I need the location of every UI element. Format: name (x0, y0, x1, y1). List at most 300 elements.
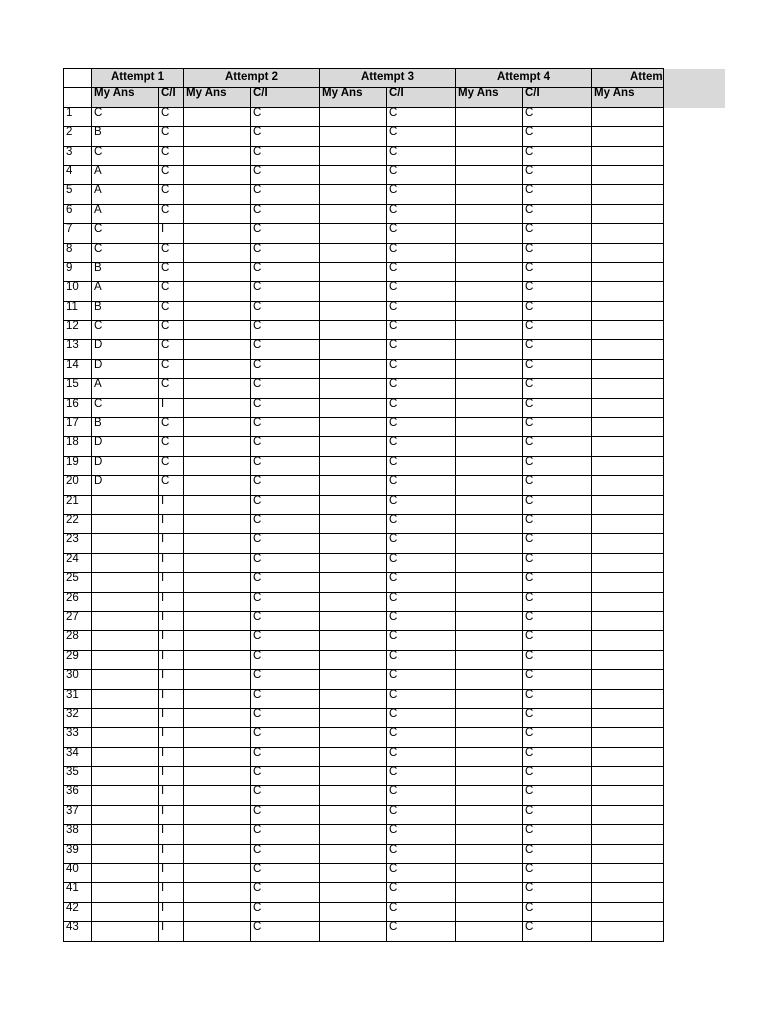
my-answer-attempt-1-cell[interactable] (92, 553, 159, 572)
result-attempt-2-cell[interactable]: C (251, 340, 320, 359)
my-answer-attempt-1-cell[interactable]: D (92, 456, 159, 475)
my-answer-attempt-2-cell[interactable] (184, 883, 251, 902)
my-answer-attempt-4-cell[interactable] (456, 767, 523, 786)
result-attempt-4-cell[interactable]: C (523, 708, 592, 727)
my-answer-attempt-5-cell[interactable] (592, 864, 664, 883)
my-answer-attempt-2-cell[interactable] (184, 146, 251, 165)
result-attempt-3-cell[interactable]: C (387, 398, 456, 417)
result-attempt-2-cell[interactable]: C (251, 224, 320, 243)
my-answer-attempt-5-cell[interactable] (592, 359, 664, 378)
my-answer-attempt-3-cell[interactable] (320, 379, 387, 398)
result-attempt-3-cell[interactable]: C (387, 805, 456, 824)
my-answer-attempt-5-cell[interactable] (592, 204, 664, 223)
result-attempt-1-cell[interactable]: C (159, 185, 184, 204)
result-attempt-4-cell[interactable]: C (523, 922, 592, 941)
my-answer-attempt-4-cell[interactable] (456, 146, 523, 165)
question-number-cell[interactable]: 19 (64, 456, 92, 475)
result-attempt-3-cell[interactable]: C (387, 282, 456, 301)
my-answer-attempt-5-cell[interactable] (592, 185, 664, 204)
result-attempt-1-cell[interactable]: I (159, 922, 184, 941)
result-attempt-2-cell[interactable]: C (251, 844, 320, 863)
my-answer-attempt-3-cell[interactable] (320, 805, 387, 824)
my-answer-attempt-3-cell[interactable] (320, 456, 387, 475)
my-answer-attempt-3-cell[interactable] (320, 321, 387, 340)
question-number-cell[interactable]: 1 (64, 107, 92, 126)
my-answer-attempt-4-cell[interactable] (456, 534, 523, 553)
my-answer-attempt-4-cell[interactable] (456, 631, 523, 650)
my-answer-attempt-5-cell[interactable] (592, 689, 664, 708)
question-number-cell[interactable]: 32 (64, 708, 92, 727)
my-answer-attempt-1-cell[interactable]: B (92, 301, 159, 320)
my-answer-attempt-1-cell[interactable] (92, 747, 159, 766)
question-number-cell[interactable]: 34 (64, 747, 92, 766)
result-attempt-3-cell[interactable]: C (387, 262, 456, 281)
my-answer-attempt-4-cell[interactable] (456, 204, 523, 223)
question-number-cell[interactable]: 42 (64, 902, 92, 921)
my-answer-attempt-3-cell[interactable] (320, 243, 387, 262)
result-attempt-2-cell[interactable]: C (251, 650, 320, 669)
my-answer-attempt-3-cell[interactable] (320, 650, 387, 669)
my-answer-attempt-3-cell[interactable] (320, 844, 387, 863)
my-answer-attempt-2-cell[interactable] (184, 534, 251, 553)
result-attempt-4-cell[interactable]: C (523, 631, 592, 650)
my-answer-attempt-3-cell[interactable] (320, 514, 387, 533)
my-answer-attempt-1-cell[interactable] (92, 922, 159, 941)
result-attempt-1-cell[interactable]: C (159, 379, 184, 398)
result-attempt-3-cell[interactable]: C (387, 922, 456, 941)
result-attempt-3-cell[interactable]: C (387, 728, 456, 747)
my-answer-attempt-4-cell[interactable] (456, 844, 523, 863)
result-attempt-2-cell[interactable]: C (251, 437, 320, 456)
my-answer-attempt-4-cell[interactable] (456, 127, 523, 146)
result-attempt-4-cell[interactable]: C (523, 825, 592, 844)
question-number-cell[interactable]: 25 (64, 573, 92, 592)
result-attempt-2-cell[interactable]: C (251, 418, 320, 437)
my-answer-attempt-5-cell[interactable] (592, 534, 664, 553)
question-number-cell[interactable]: 22 (64, 514, 92, 533)
question-number-cell[interactable]: 38 (64, 825, 92, 844)
my-answer-attempt-1-cell[interactable] (92, 902, 159, 921)
my-answer-attempt-4-cell[interactable] (456, 805, 523, 824)
my-answer-attempt-1-cell[interactable] (92, 573, 159, 592)
question-number-cell[interactable]: 21 (64, 495, 92, 514)
my-answer-attempt-4-cell[interactable] (456, 243, 523, 262)
result-attempt-3-cell[interactable]: C (387, 883, 456, 902)
my-answer-attempt-2-cell[interactable] (184, 767, 251, 786)
my-answer-attempt-2-cell[interactable] (184, 340, 251, 359)
question-number-cell[interactable]: 43 (64, 922, 92, 941)
my-answer-attempt-3-cell[interactable] (320, 262, 387, 281)
my-answer-attempt-5-cell[interactable] (592, 379, 664, 398)
my-answer-attempt-2-cell[interactable] (184, 670, 251, 689)
my-answer-attempt-3-cell[interactable] (320, 902, 387, 921)
result-attempt-3-cell[interactable]: C (387, 185, 456, 204)
question-number-cell[interactable]: 14 (64, 359, 92, 378)
my-answer-attempt-1-cell[interactable] (92, 514, 159, 533)
question-number-cell[interactable]: 33 (64, 728, 92, 747)
result-attempt-2-cell[interactable]: C (251, 825, 320, 844)
result-attempt-3-cell[interactable]: C (387, 747, 456, 766)
result-attempt-2-cell[interactable]: C (251, 767, 320, 786)
result-attempt-1-cell[interactable]: C (159, 340, 184, 359)
my-answer-attempt-5-cell[interactable] (592, 340, 664, 359)
result-attempt-4-cell[interactable]: C (523, 514, 592, 533)
result-attempt-3-cell[interactable]: C (387, 437, 456, 456)
result-attempt-1-cell[interactable]: C (159, 107, 184, 126)
my-answer-attempt-3-cell[interactable] (320, 708, 387, 727)
my-answer-attempt-3-cell[interactable] (320, 689, 387, 708)
question-number-cell[interactable]: 3 (64, 146, 92, 165)
my-answer-attempt-5-cell[interactable] (592, 553, 664, 572)
my-answer-attempt-4-cell[interactable] (456, 185, 523, 204)
result-attempt-4-cell[interactable]: C (523, 902, 592, 921)
my-answer-attempt-2-cell[interactable] (184, 592, 251, 611)
my-answer-attempt-2-cell[interactable] (184, 922, 251, 941)
result-attempt-1-cell[interactable]: C (159, 321, 184, 340)
result-attempt-3-cell[interactable]: C (387, 767, 456, 786)
result-attempt-4-cell[interactable]: C (523, 553, 592, 572)
result-attempt-2-cell[interactable]: C (251, 573, 320, 592)
result-attempt-3-cell[interactable]: C (387, 902, 456, 921)
my-answer-attempt-3-cell[interactable] (320, 883, 387, 902)
result-attempt-3-cell[interactable]: C (387, 573, 456, 592)
my-answer-attempt-1-cell[interactable] (92, 650, 159, 669)
my-answer-attempt-5-cell[interactable] (592, 437, 664, 456)
my-answer-attempt-2-cell[interactable] (184, 805, 251, 824)
result-attempt-3-cell[interactable]: C (387, 379, 456, 398)
my-answer-attempt-3-cell[interactable] (320, 922, 387, 941)
my-answer-attempt-4-cell[interactable] (456, 650, 523, 669)
my-answer-attempt-2-cell[interactable] (184, 747, 251, 766)
my-answer-attempt-4-cell[interactable] (456, 321, 523, 340)
my-answer-attempt-5-cell[interactable] (592, 495, 664, 514)
result-attempt-1-cell[interactable]: C (159, 204, 184, 223)
my-answer-attempt-3-cell[interactable] (320, 418, 387, 437)
result-attempt-3-cell[interactable]: C (387, 127, 456, 146)
my-answer-attempt-1-cell[interactable]: C (92, 398, 159, 417)
my-answer-attempt-5-cell[interactable] (592, 282, 664, 301)
result-attempt-2-cell[interactable]: C (251, 611, 320, 630)
my-answer-attempt-5-cell[interactable] (592, 243, 664, 262)
my-answer-attempt-3-cell[interactable] (320, 864, 387, 883)
result-attempt-2-cell[interactable]: C (251, 476, 320, 495)
my-answer-attempt-3-cell[interactable] (320, 495, 387, 514)
question-number-cell[interactable]: 10 (64, 282, 92, 301)
my-answer-attempt-2-cell[interactable] (184, 204, 251, 223)
my-answer-attempt-2-cell[interactable] (184, 573, 251, 592)
result-attempt-3-cell[interactable]: C (387, 825, 456, 844)
my-answer-attempt-1-cell[interactable] (92, 670, 159, 689)
my-answer-attempt-4-cell[interactable] (456, 786, 523, 805)
my-answer-attempt-4-cell[interactable] (456, 476, 523, 495)
my-answer-attempt-3-cell[interactable] (320, 204, 387, 223)
result-attempt-1-cell[interactable]: C (159, 146, 184, 165)
result-attempt-3-cell[interactable]: C (387, 786, 456, 805)
question-number-cell[interactable]: 28 (64, 631, 92, 650)
result-attempt-1-cell[interactable]: I (159, 883, 184, 902)
result-attempt-2-cell[interactable]: C (251, 301, 320, 320)
result-attempt-2-cell[interactable]: C (251, 592, 320, 611)
result-attempt-2-cell[interactable]: C (251, 243, 320, 262)
my-answer-attempt-2-cell[interactable] (184, 262, 251, 281)
my-answer-attempt-3-cell[interactable] (320, 631, 387, 650)
my-answer-attempt-5-cell[interactable] (592, 592, 664, 611)
result-attempt-4-cell[interactable]: C (523, 127, 592, 146)
result-attempt-3-cell[interactable]: C (387, 321, 456, 340)
my-answer-attempt-4-cell[interactable] (456, 359, 523, 378)
result-attempt-1-cell[interactable]: I (159, 611, 184, 630)
result-attempt-1-cell[interactable]: C (159, 359, 184, 378)
my-answer-attempt-4-cell[interactable] (456, 437, 523, 456)
my-answer-attempt-5-cell[interactable] (592, 146, 664, 165)
question-number-cell[interactable]: 27 (64, 611, 92, 630)
my-answer-attempt-3-cell[interactable] (320, 359, 387, 378)
result-attempt-3-cell[interactable]: C (387, 243, 456, 262)
result-attempt-1-cell[interactable]: I (159, 689, 184, 708)
result-attempt-4-cell[interactable]: C (523, 786, 592, 805)
result-attempt-1-cell[interactable]: I (159, 902, 184, 921)
my-answer-attempt-5-cell[interactable] (592, 165, 664, 184)
my-answer-attempt-1-cell[interactable] (92, 592, 159, 611)
result-attempt-4-cell[interactable]: C (523, 379, 592, 398)
my-answer-attempt-5-cell[interactable] (592, 573, 664, 592)
my-answer-attempt-4-cell[interactable] (456, 825, 523, 844)
result-attempt-2-cell[interactable]: C (251, 689, 320, 708)
question-number-cell[interactable]: 12 (64, 321, 92, 340)
my-answer-attempt-5-cell[interactable] (592, 728, 664, 747)
result-attempt-4-cell[interactable]: C (523, 359, 592, 378)
result-attempt-4-cell[interactable]: C (523, 689, 592, 708)
my-answer-attempt-1-cell[interactable]: C (92, 224, 159, 243)
question-number-cell[interactable]: 18 (64, 437, 92, 456)
my-answer-attempt-2-cell[interactable] (184, 301, 251, 320)
my-answer-attempt-1-cell[interactable] (92, 631, 159, 650)
result-attempt-3-cell[interactable]: C (387, 631, 456, 650)
result-attempt-1-cell[interactable]: C (159, 243, 184, 262)
question-number-cell[interactable]: 39 (64, 844, 92, 863)
my-answer-attempt-2-cell[interactable] (184, 631, 251, 650)
my-answer-attempt-2-cell[interactable] (184, 107, 251, 126)
result-attempt-1-cell[interactable]: I (159, 514, 184, 533)
result-attempt-4-cell[interactable]: C (523, 883, 592, 902)
my-answer-attempt-5-cell[interactable] (592, 301, 664, 320)
result-attempt-4-cell[interactable]: C (523, 224, 592, 243)
my-answer-attempt-3-cell[interactable] (320, 476, 387, 495)
question-number-cell[interactable]: 23 (64, 534, 92, 553)
my-answer-attempt-2-cell[interactable] (184, 786, 251, 805)
result-attempt-1-cell[interactable]: C (159, 301, 184, 320)
result-attempt-4-cell[interactable]: C (523, 864, 592, 883)
my-answer-attempt-1-cell[interactable]: B (92, 418, 159, 437)
my-answer-attempt-1-cell[interactable] (92, 708, 159, 727)
result-attempt-2-cell[interactable]: C (251, 359, 320, 378)
my-answer-attempt-3-cell[interactable] (320, 611, 387, 630)
my-answer-attempt-5-cell[interactable] (592, 262, 664, 281)
my-answer-attempt-2-cell[interactable] (184, 844, 251, 863)
result-attempt-1-cell[interactable]: C (159, 456, 184, 475)
my-answer-attempt-4-cell[interactable] (456, 418, 523, 437)
result-attempt-1-cell[interactable]: I (159, 747, 184, 766)
question-number-cell[interactable]: 11 (64, 301, 92, 320)
my-answer-attempt-2-cell[interactable] (184, 864, 251, 883)
question-number-cell[interactable]: 37 (64, 805, 92, 824)
result-attempt-1-cell[interactable]: I (159, 844, 184, 863)
my-answer-attempt-2-cell[interactable] (184, 185, 251, 204)
result-attempt-4-cell[interactable]: C (523, 437, 592, 456)
result-attempt-3-cell[interactable]: C (387, 165, 456, 184)
question-number-cell[interactable]: 15 (64, 379, 92, 398)
my-answer-attempt-3-cell[interactable] (320, 146, 387, 165)
my-answer-attempt-2-cell[interactable] (184, 127, 251, 146)
my-answer-attempt-1-cell[interactable] (92, 767, 159, 786)
my-answer-attempt-1-cell[interactable] (92, 825, 159, 844)
my-answer-attempt-1-cell[interactable] (92, 786, 159, 805)
my-answer-attempt-5-cell[interactable] (592, 398, 664, 417)
my-answer-attempt-1-cell[interactable]: D (92, 340, 159, 359)
my-answer-attempt-1-cell[interactable] (92, 883, 159, 902)
my-answer-attempt-2-cell[interactable] (184, 437, 251, 456)
result-attempt-4-cell[interactable]: C (523, 534, 592, 553)
my-answer-attempt-4-cell[interactable] (456, 883, 523, 902)
result-attempt-4-cell[interactable]: C (523, 321, 592, 340)
my-answer-attempt-4-cell[interactable] (456, 262, 523, 281)
my-answer-attempt-3-cell[interactable] (320, 534, 387, 553)
result-attempt-4-cell[interactable]: C (523, 728, 592, 747)
result-attempt-4-cell[interactable]: C (523, 592, 592, 611)
my-answer-attempt-4-cell[interactable] (456, 282, 523, 301)
result-attempt-2-cell[interactable]: C (251, 728, 320, 747)
result-attempt-1-cell[interactable]: I (159, 553, 184, 572)
my-answer-attempt-5-cell[interactable] (592, 670, 664, 689)
result-attempt-1-cell[interactable]: I (159, 398, 184, 417)
result-attempt-4-cell[interactable]: C (523, 107, 592, 126)
result-attempt-2-cell[interactable]: C (251, 398, 320, 417)
result-attempt-1-cell[interactable]: C (159, 127, 184, 146)
result-attempt-2-cell[interactable]: C (251, 922, 320, 941)
my-answer-attempt-3-cell[interactable] (320, 340, 387, 359)
my-answer-attempt-2-cell[interactable] (184, 611, 251, 630)
my-answer-attempt-1-cell[interactable] (92, 805, 159, 824)
my-answer-attempt-3-cell[interactable] (320, 786, 387, 805)
result-attempt-1-cell[interactable]: I (159, 534, 184, 553)
question-number-cell[interactable]: 31 (64, 689, 92, 708)
my-answer-attempt-5-cell[interactable] (592, 650, 664, 669)
my-answer-attempt-3-cell[interactable] (320, 670, 387, 689)
result-attempt-2-cell[interactable]: C (251, 883, 320, 902)
my-answer-attempt-3-cell[interactable] (320, 728, 387, 747)
my-answer-attempt-2-cell[interactable] (184, 321, 251, 340)
my-answer-attempt-1-cell[interactable] (92, 611, 159, 630)
result-attempt-1-cell[interactable]: C (159, 437, 184, 456)
my-answer-attempt-1-cell[interactable]: C (92, 243, 159, 262)
result-attempt-3-cell[interactable]: C (387, 611, 456, 630)
result-attempt-3-cell[interactable]: C (387, 359, 456, 378)
my-answer-attempt-5-cell[interactable] (592, 767, 664, 786)
result-attempt-2-cell[interactable]: C (251, 864, 320, 883)
my-answer-attempt-4-cell[interactable] (456, 456, 523, 475)
result-attempt-1-cell[interactable]: I (159, 864, 184, 883)
result-attempt-3-cell[interactable]: C (387, 107, 456, 126)
my-answer-attempt-1-cell[interactable]: C (92, 107, 159, 126)
my-answer-attempt-1-cell[interactable] (92, 864, 159, 883)
my-answer-attempt-5-cell[interactable] (592, 611, 664, 630)
question-number-cell[interactable]: 8 (64, 243, 92, 262)
my-answer-attempt-4-cell[interactable] (456, 165, 523, 184)
result-attempt-2-cell[interactable]: C (251, 185, 320, 204)
my-answer-attempt-4-cell[interactable] (456, 224, 523, 243)
result-attempt-4-cell[interactable]: C (523, 650, 592, 669)
result-attempt-1-cell[interactable]: C (159, 282, 184, 301)
my-answer-attempt-5-cell[interactable] (592, 476, 664, 495)
my-answer-attempt-5-cell[interactable] (592, 127, 664, 146)
my-answer-attempt-4-cell[interactable] (456, 553, 523, 572)
my-answer-attempt-2-cell[interactable] (184, 418, 251, 437)
my-answer-attempt-2-cell[interactable] (184, 456, 251, 475)
my-answer-attempt-5-cell[interactable] (592, 883, 664, 902)
my-answer-attempt-2-cell[interactable] (184, 243, 251, 262)
my-answer-attempt-1-cell[interactable]: A (92, 204, 159, 223)
my-answer-attempt-1-cell[interactable]: B (92, 127, 159, 146)
my-answer-attempt-2-cell[interactable] (184, 224, 251, 243)
question-number-cell[interactable]: 40 (64, 864, 92, 883)
result-attempt-2-cell[interactable]: C (251, 146, 320, 165)
result-attempt-3-cell[interactable]: C (387, 864, 456, 883)
my-answer-attempt-3-cell[interactable] (320, 825, 387, 844)
my-answer-attempt-3-cell[interactable] (320, 224, 387, 243)
result-attempt-2-cell[interactable]: C (251, 534, 320, 553)
my-answer-attempt-4-cell[interactable] (456, 689, 523, 708)
question-number-cell[interactable]: 2 (64, 127, 92, 146)
my-answer-attempt-4-cell[interactable] (456, 922, 523, 941)
result-attempt-1-cell[interactable]: I (159, 728, 184, 747)
result-attempt-2-cell[interactable]: C (251, 805, 320, 824)
result-attempt-3-cell[interactable]: C (387, 708, 456, 727)
my-answer-attempt-5-cell[interactable] (592, 786, 664, 805)
result-attempt-3-cell[interactable]: C (387, 670, 456, 689)
my-answer-attempt-5-cell[interactable] (592, 747, 664, 766)
result-attempt-1-cell[interactable]: I (159, 495, 184, 514)
result-attempt-2-cell[interactable]: C (251, 456, 320, 475)
my-answer-attempt-5-cell[interactable] (592, 456, 664, 475)
my-answer-attempt-4-cell[interactable] (456, 864, 523, 883)
my-answer-attempt-1-cell[interactable] (92, 728, 159, 747)
my-answer-attempt-3-cell[interactable] (320, 767, 387, 786)
result-attempt-3-cell[interactable]: C (387, 204, 456, 223)
result-attempt-4-cell[interactable]: C (523, 495, 592, 514)
question-number-cell[interactable]: 24 (64, 553, 92, 572)
result-attempt-4-cell[interactable]: C (523, 476, 592, 495)
my-answer-attempt-1-cell[interactable]: D (92, 437, 159, 456)
result-attempt-4-cell[interactable]: C (523, 340, 592, 359)
result-attempt-4-cell[interactable]: C (523, 805, 592, 824)
question-number-cell[interactable]: 5 (64, 185, 92, 204)
my-answer-attempt-2-cell[interactable] (184, 476, 251, 495)
result-attempt-2-cell[interactable]: C (251, 204, 320, 223)
my-answer-attempt-4-cell[interactable] (456, 573, 523, 592)
result-attempt-1-cell[interactable]: I (159, 708, 184, 727)
my-answer-attempt-5-cell[interactable] (592, 805, 664, 824)
result-attempt-3-cell[interactable]: C (387, 592, 456, 611)
question-number-cell[interactable]: 9 (64, 262, 92, 281)
result-attempt-3-cell[interactable]: C (387, 553, 456, 572)
my-answer-attempt-2-cell[interactable] (184, 708, 251, 727)
my-answer-attempt-2-cell[interactable] (184, 553, 251, 572)
my-answer-attempt-4-cell[interactable] (456, 398, 523, 417)
my-answer-attempt-3-cell[interactable] (320, 282, 387, 301)
my-answer-attempt-1-cell[interactable]: D (92, 476, 159, 495)
result-attempt-2-cell[interactable]: C (251, 165, 320, 184)
result-attempt-4-cell[interactable]: C (523, 282, 592, 301)
